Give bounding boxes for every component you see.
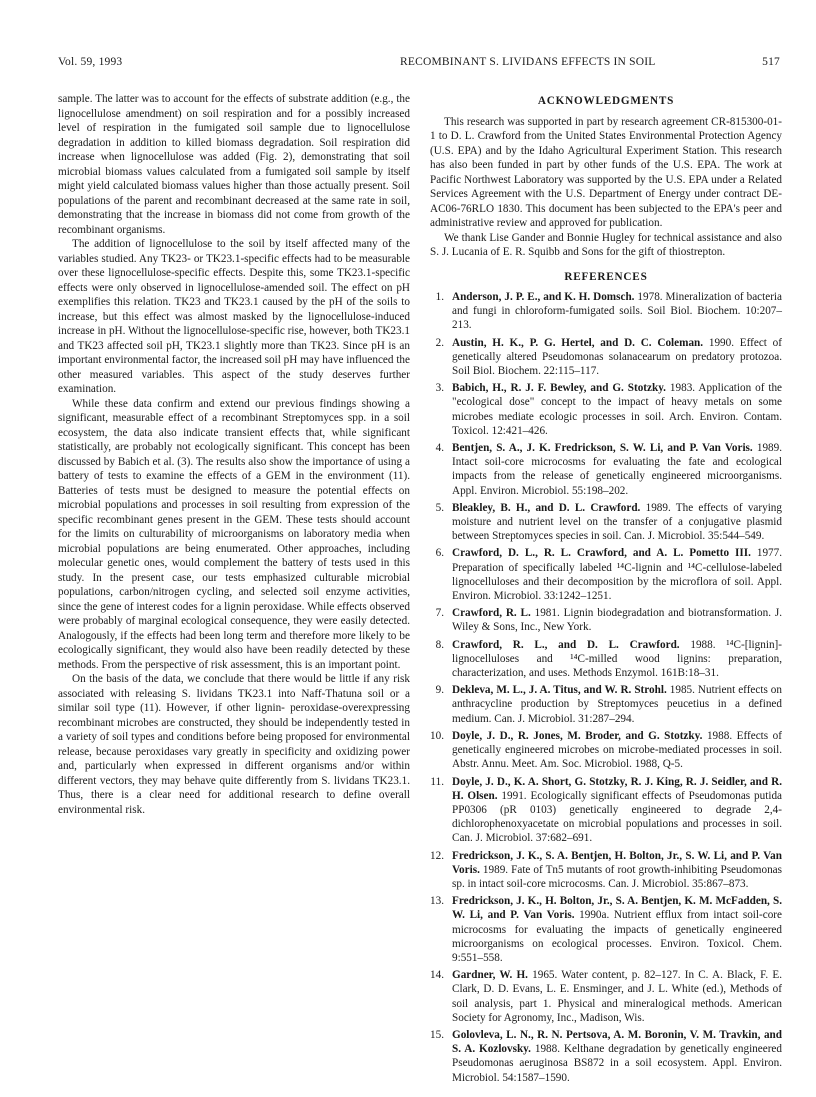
running-title: RECOMBINANT S. LIVIDANS EFFECTS IN SOIL (400, 56, 656, 68)
reference-number: 6. (435, 547, 444, 560)
reference-authors: Fredrickson, J. K., H. Bolton, Jr., S. A. Bentjen, K. M. McFadden, S. W. Li, and P. Van Voris. (452, 895, 782, 922)
acknowledgment-paragraph: We thank Lise Gander and Bonnie Hugley for technical assistance and also S. J. Lucania of E. R. Squibb and Sons for the gift of thiostrepton. (430, 231, 782, 258)
reference-text: 1985. Nutrient effects on anthracycline production by Streptomyces peucetius in a defined medium. Can. J. Microbiol. 31:287–294. (452, 684, 782, 725)
reference-authors: Doyle, J. D., K. A. Short, G. Stotzky, R. J. King, R. J. Seidler, and R. H. Olsen. (452, 775, 782, 802)
reference-item (430, 638, 782, 681)
running-header (58, 56, 780, 74)
reference-number: 1. (435, 291, 444, 303)
body-paragraph: On the basis of the data, we conclude that there would be little if any risk associated with releasing S. lividans TK23.1 into Naff-Thatuna soil or a similar soil type (11). However, if other lignin- peroxidase-overexpressing recombinant microbes are constructed, they should be independently tested in a variety of soil types and conditions before being proposed for environmental release, because peroxidases vary greatly in specificity and oxidizing power and, particularly when expressed in different organisms and/or within different vectors, they may behave quite differently from S. lividans TK23.1. Thus, there is a clear need for additional research to define overall environmental risk. (58, 673, 410, 816)
reference-text: 1990. Effect of genetically altered Pseudomonas solanacearum on predatory protozoa. Soil Biol. Biochem. 22:115–117. (452, 336, 783, 378)
reference-item (430, 546, 782, 603)
reference-text: 1989. Fate of Tn5 mutants of root growth-inhibiting Pseudomonas sp. in intact soil-core microcosms. Can. J. Microbiol. 35:867–873. (452, 863, 782, 890)
reference-number: 4. (435, 442, 444, 455)
reference-authors: Crawford, D. L., R. L. Crawford, and A. L. Pometto III. (452, 547, 751, 560)
reference-item (430, 381, 782, 438)
reference-text: 1989. The effects of varying moisture and nutrient level on the transfer of a conjugative plasmid between Streptomyces species in soil. Can. J. Microbiol. 35:544–549. (452, 501, 782, 543)
journal-volume: Vol. 59, 1993 (58, 56, 123, 68)
reference-authors: Doyle, J. D., R. Jones, M. Broder, and G. Stotzky. (452, 729, 703, 742)
reference-text: 1988. Kelthane degradation by genetically engineered Pseudomonas aeruginosa BS872 in a soil ecosystem. Appl. Environ. Microbiol. 54:1587–1590. (452, 1043, 782, 1084)
reference-text: 1988. ¹⁴C-[lignin]-lignocelluloses and ¹⁴C-milled wood lignins: preparation, characterization, and uses. Methods Enzymol. 161B:18–31. (452, 638, 782, 680)
reference-text: 1983. Application of the "ecological dose" concept to the impact of heavy metals on some microbes mediate ecologic processes in soil. Arch. Environ. Contam. Toxicol. 12:421–426. (452, 382, 783, 437)
left-column (58, 92, 410, 817)
reference-authors: Babich, H., R. J. F. Bewley, and G. Stotzky. (452, 382, 666, 395)
reference-text: 1989. Intact soil-core microcosms for evaluating the fate and ecological impacts from the release of genetically engineered microorganisms. Appl. Environ. Microbiol. 55:198–202. (452, 442, 783, 497)
reference-item (430, 441, 782, 498)
reference-number: 13. (430, 895, 444, 908)
reference-item (430, 1028, 782, 1085)
reference-authors: Bentjen, S. A., J. K. Fredrickson, S. W. Li, and P. Van Voris. (452, 442, 753, 455)
reference-authors: Austin, H. K., P. G. Hertel, and D. C. Coleman. (452, 336, 704, 349)
reference-authors: Dekleva, M. L., J. A. Titus, and W. R. Strohl. (452, 684, 667, 697)
body-paragraph: sample. The latter was to account for the effects of substrate addition (e.g., the lignocellulose amendment) on soil respiration and for a possibly increased level of respiration in the fumigated soil sample due to lignocellulose degradation in addition to killed biomass degradation. Soil respiration did increase when lignocellulose was added (Fig. 2), demonstrating that soil microbial biomass values calculated from a fumigated soil sample by itself might yield calculated biomass values higher than those actually present. Soil populations of the parent and recombinant decreased at the same rate in soil, demonstrating that the increase in biomass did not come from growth of the recombinant organisms. (58, 93, 410, 236)
reference-authors: Golovleva, L. N., R. N. Pertsova, A. M. Boronin, V. M. Travkin, and S. A. Kozlovsky. (452, 1028, 782, 1056)
reference-number: 11. (430, 775, 444, 788)
acknowledgments-heading: ACKNOWLEDGMENTS (537, 95, 675, 107)
reference-number: 10. (430, 729, 444, 742)
reference-number: 7. (435, 607, 444, 620)
reference-text: 1965. Water content, p. 82–127. In C. A. Black, F. E. Clark, D. D. Evans, L. E. Ensminger, and J. L. White (ed.), Methods of soil analysis, part 1. Physical and mineralogical methods. American Society for Agronomy, Inc., Madison, Wis. (452, 969, 782, 1024)
reference-text: 1990a. Nutrient efflux from intact soil-core microcosms for evaluating the impacts of genetically engineered microorganisms on ecological processes. Environ. Toxicol. Chem. 9:551–558. (452, 909, 783, 964)
reference-item (430, 683, 782, 726)
reference-text: 1991. Ecologically significant effects of Pseudomonas putida PP0306 (pR 0103) genetically engineered to degrade 2,4-dichlorophenoxyacetate on microbial populations and processes in soil. Can. J. Microbiol. 37:682–691. (452, 789, 783, 845)
reference-item (430, 729, 782, 772)
reference-authors: Anderson, J. P. E., and K. H. Domsch. (452, 291, 635, 303)
reference-number: 9. (435, 684, 444, 697)
references-heading: REFERENCES (564, 270, 648, 283)
reference-text: 1981. Lignin biodegradation and biotransformation. J. Wiley & Sons, Inc., New York. (452, 607, 782, 634)
reference-item (430, 894, 782, 965)
reference-number: 5. (435, 501, 444, 514)
reference-authors: Crawford, R. L. (452, 607, 531, 620)
reference-number: 14. (430, 969, 444, 982)
reference-authors: Fredrickson, J. K., S. A. Bentjen, H. Bolton, Jr., S. W. Li, and P. Van Voris. (452, 849, 782, 876)
reference-authors: Bleakley, B. H., and D. L. Crawford. (452, 501, 641, 514)
reference-text: 1988. Effects of genetically engineered microbes on microbe-mediated processes in soil. Abstr. Annu. Meet. Am. Soc. Microbiol. 1988, Q-5. (452, 729, 782, 771)
right-column (430, 92, 782, 1088)
reference-item (430, 606, 782, 634)
reference-number: 15. (430, 1028, 444, 1041)
reference-number: 12. (430, 849, 444, 862)
reference-list (430, 290, 782, 1085)
reference-number: 2. (435, 336, 444, 349)
reference-item (430, 775, 782, 846)
reference-item (430, 290, 782, 333)
body-paragraph: While these data confirm and extend our previous findings showing a significant, measurable effect of a recombinant Streptomyces spp. in a soil ecosystem, the data also indicate transient effects that, while significant statistically, are probably not ecologically significant. This concept has been discussed by Babich et al. (3). The results also show the importance of using a battery of tests to examine the effects of a GEM in the environment (11). Batteries of tests must be designed to measure the potential effects on microbial populations and processes in soil resulting from expression of the specific recombinant genes present in the GEM. These tests should account for the limits on culturability of microorganisms on laboratory media when microbial populations are being enumerated. Other approaches, including molecular genetic ones, would complement the battery of tests used in this study. In the present case, our tests emphasized culturable microbial populations, carbon/nitrogen cycling, and selected soil enzyme activities, since the gene of interest codes for a lignin peroxidase. While effects observed were probably of marginal ecological consequence, they were easily detected. Analogously, if the effects had been long term and therefore more likely to be ecologically significant, they would also have been readily detected by these methods. From the perspective of risk assessment, this is an important point. (58, 397, 410, 671)
reference-authors: Crawford, R. L., and D. L. Crawford. (452, 638, 680, 651)
acknowledgment-paragraph: This research was supported in part by research agreement CR-815300-01-1 to D. L. Crawford from the United States Environmental Protection Agency (U.S. EPA) and by the Idaho Agricultural Experiment Station. This research has also been funded in part by other funds of the U.S. EPA. The work at Pacific Northwest Laboratory was supported by the U.S. EPA under a Related Services Agreement with the U.S. Department of Energy under contract DE-AC06-76RLO 1830. This document has been subjected to the EPA's peer and administrative review and approved for publication. (430, 115, 782, 229)
reference-item (430, 336, 782, 379)
reference-number: 8. (435, 638, 444, 651)
reference-item (430, 849, 782, 892)
reference-text: 1978. Mineralization of bacteria and fungi in chloroform-fumigated soils. Soil Biol. Biochem. 10:207–213. (452, 291, 783, 332)
reference-number: 3. (435, 382, 444, 395)
reference-item (430, 501, 782, 544)
reference-item (430, 968, 782, 1025)
page-number: 517 (762, 56, 780, 68)
body-paragraph: The addition of lignocellulose to the soil by itself affected many of the variables studied. Any TK23- or TK23.1-specific effects had to be measurable over these lignocellulose-specific effects. Despite this, some TK23.1-specific effects were only observed in lignocellulose-amended soil. The effect on pH exemplifies this relation. TK23 and TK23.1 caused by the pH of the soils to increase, but this effect was almost masked by the lignocellulose-induced increase in pH. Without the lignocellulose-specific rise, however, both TK23.1 and TK23 affected soil pH, TK23.1 slightly more than TK23. Since pH is an important environmental factor, the increased soil pH may have influenced the other measured variables. This aspect of the study deserves further examination. (58, 238, 410, 395)
reference-authors: Gardner, W. H. (452, 969, 528, 982)
reference-text: 1977. Preparation of specifically labeled ¹⁴C-lignin and ¹⁴C-cellulose-labeled lignocelluloses and their decomposition by the microflora of soil. Appl. Environ. Microbiol. 33:1242–1251. (452, 547, 783, 603)
